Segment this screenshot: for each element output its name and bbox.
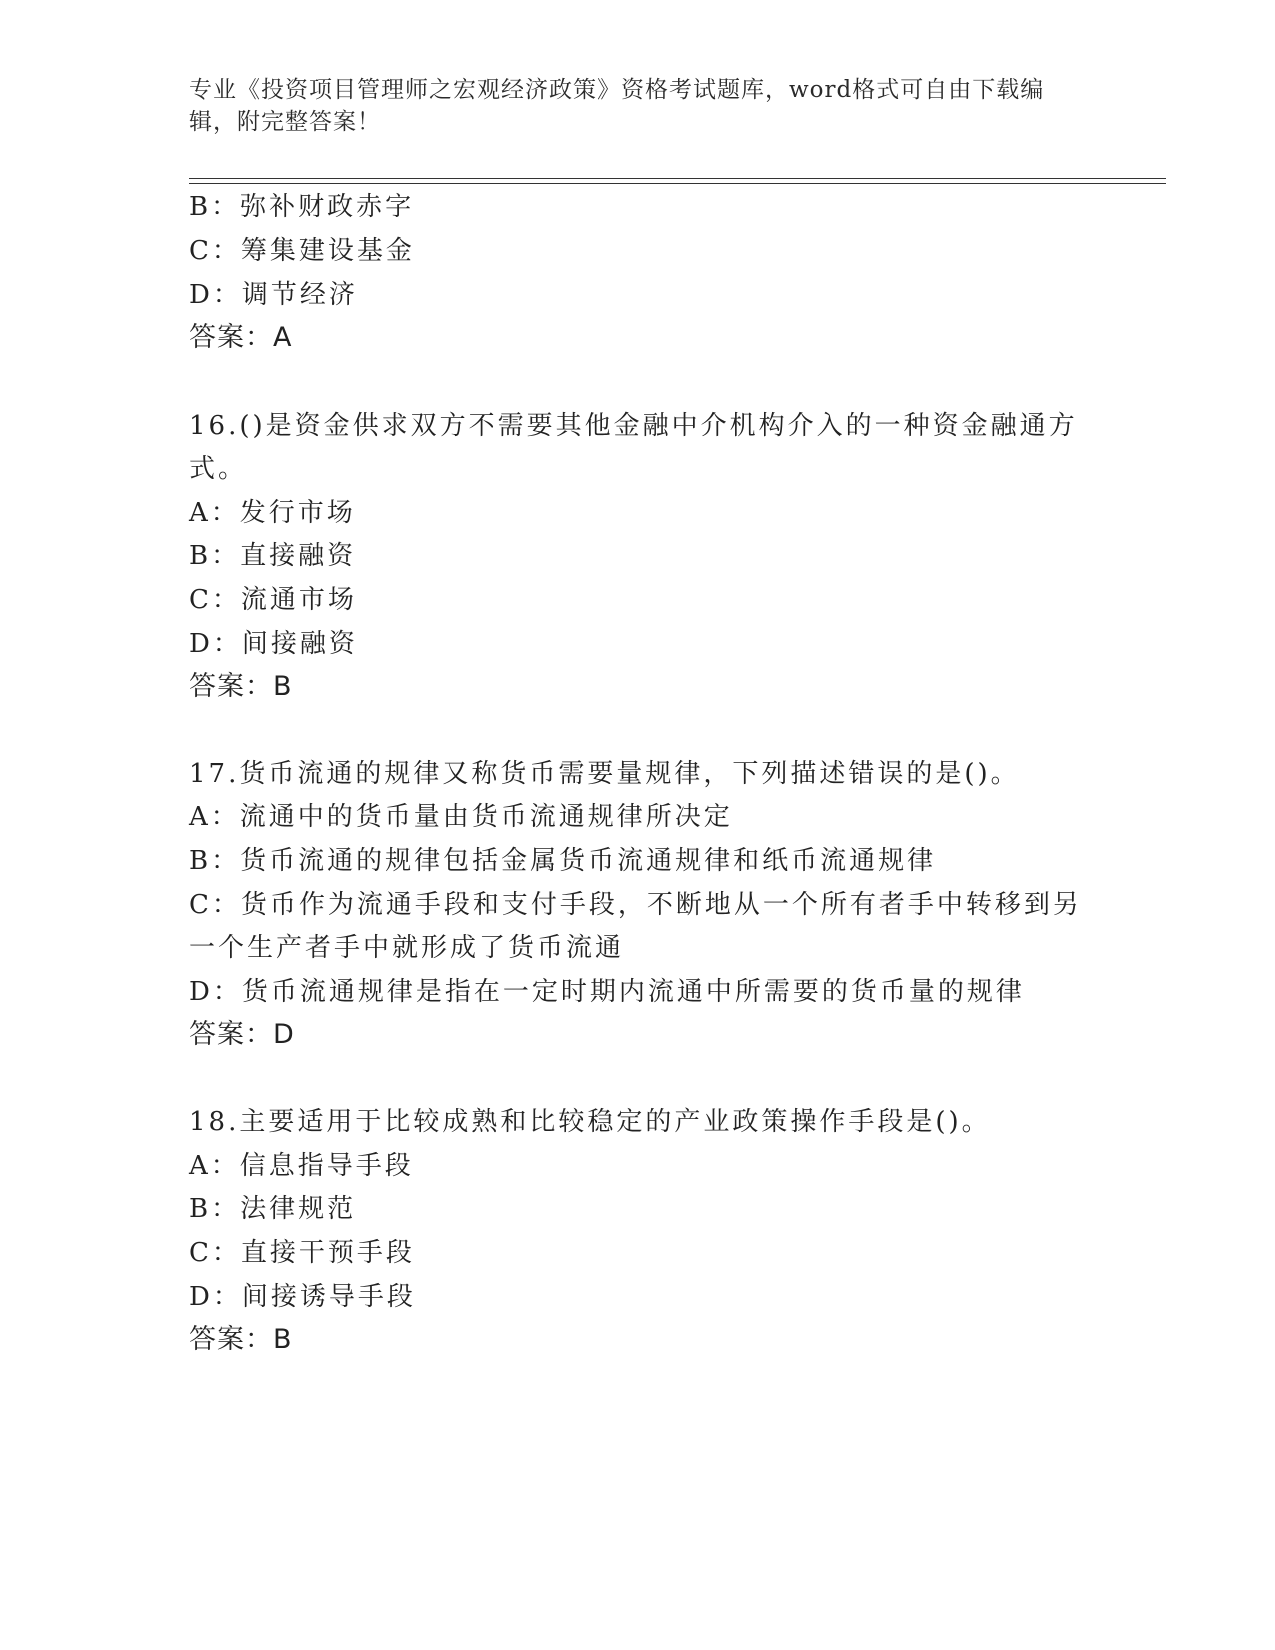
q16-option-c: C：流通市场	[189, 585, 357, 615]
q15-option-b: B：弥补财政赤字	[189, 192, 415, 222]
q17-answer: 答案：D	[189, 1019, 295, 1050]
q15-option-c: C：筹集建设基金	[189, 236, 415, 266]
q18-option-c: C：直接干预手段	[189, 1238, 415, 1268]
q17-option-b: B：货币流通的规律包括金属货币流通规律和纸币流通规律	[189, 846, 937, 876]
q16-stem-line-1: 16.()是资金供求双方不需要其他金融中介机构介入的一种资金融通方	[189, 411, 1078, 441]
header-rule-bottom	[189, 183, 1166, 184]
q15-option-d: D：调节经济	[189, 280, 358, 310]
q16-option-d: D：间接融资	[189, 629, 358, 659]
header-line-2: 辑，附完整答案！	[189, 109, 381, 135]
q17-option-c-line-2: 一个生产者手中就形成了货币流通	[189, 933, 625, 963]
q17-option-c-line-1: C：货币作为流通手段和支付手段，不断地从一个所有者手中转移到另	[189, 890, 1082, 920]
q16-answer: 答案：B	[189, 671, 293, 702]
q16-option-b: B：直接融资	[189, 541, 357, 571]
q18-stem: 18.主要适用于比较成熟和比较稳定的产业政策操作手段是()。	[189, 1107, 991, 1137]
header-line-1: 专业《投资项目管理师之宏观经济政策》资格考试题库，word格式可自由下载编	[189, 77, 1045, 103]
q17-stem: 17.货币流通的规律又称货币需要量规律，下列描述错误的是()。	[189, 759, 1020, 789]
q16-stem-line-2: 式。	[189, 454, 248, 484]
q17-option-a: A：流通中的货币量由货币流通规律所决定	[189, 802, 733, 832]
q18-answer: 答案：B	[189, 1324, 293, 1355]
q15-answer: 答案：A	[189, 322, 293, 353]
q16-option-a: A：发行市场	[189, 498, 356, 528]
header-rule-top	[189, 178, 1166, 179]
q18-option-b: B：法律规范	[189, 1194, 357, 1224]
q18-option-d: D：间接诱导手段	[189, 1282, 416, 1312]
q18-option-a: A：信息指导手段	[189, 1151, 414, 1181]
page-header	[189, 74, 1089, 138]
q17-option-d: D：货币流通规律是指在一定时期内流通中所需要的货币量的规律	[189, 977, 1025, 1007]
